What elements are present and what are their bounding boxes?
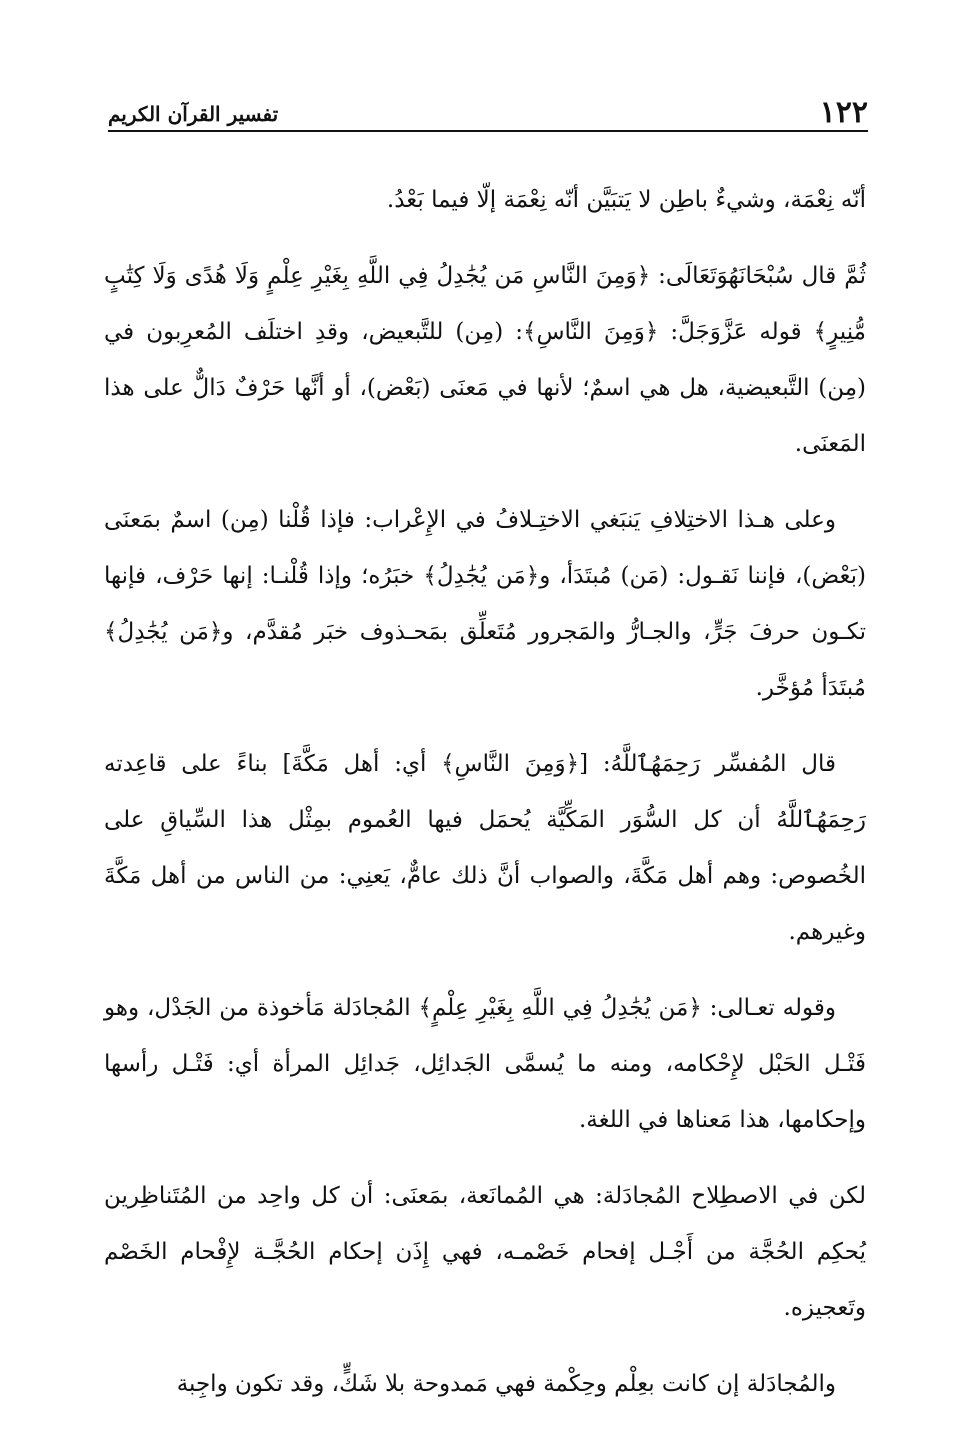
book-title: تفسير القرآن الكريم [108,102,279,126]
page-header [108,96,868,132]
paragraph: ثُمَّ قال سُبْحَانَهُوَتَعَالَى: ﴿وَمِنَ النَّاسِ مَن يُجَٰدِلُ فِي اللَّهِ بِغَيْرِ عِلْمٍ وَلَا هُدًى وَلَا كِتَٰبٍ مُّنِيرٍ﴾ قوله عَزَّوَجَلَّ: ﴿وَمِنَ النَّاسِ﴾: (مِن) للتَّبعيض، وقدِ اختلَف المُعرِبون في (مِن) التَّبعيضية، هل هي اسمٌ؛ لأنها في مَعنَى (بَعْض)، أو أنَّها حَرْفٌ دَالٌّ على هذا المَعنَى. [104,263,866,457]
header-rule [108,130,868,132]
paragraph: أنّه نِعْمَة، وشيءٌ باطِن لا يَتبَيَّن أنّه نِعْمَة إلّا فيما بَعْدُ. [386,187,866,213]
page-number: ١٢٢ [819,95,868,130]
paragraph: لكن في الاصطِلاح المُجادَلة: هي المُمانَعة، بمَعنَى: أن كل واحِد من المُتَناظِرين يُحكِم الحُجَّة من أَجْـل إفحام خَصْمـه، فهي إِذَن إحكام الحُجَّـة لإِفْحام الخَصْم وتَعجيزه. [104,1183,866,1321]
paragraph: قال المُفسِّر رَحِمَهُٱللَّهُ: [﴿وَمِنَ النَّاسِ﴾ أي: أهل مَكَّةَ] بناءً على قاعِدته رَحِمَهُٱللَّهُ أن كل السُّوَر المَكِّيَّة يُحمَل فيها العُموم بمِثْل هذا السِّياقِ على الخُصوص: وهم أهل مَكَّةَ، والصواب أنَّ ذلك عامٌّ، يَعنِي: من الناس من أهل مَكَّةَ وغيرهم. [104,751,866,945]
paragraph: والمُجادَلة إن كانت بعِلْم وحِكْمة فهي مَمدوحة بلا شَكٍّ، وقد تكون واجِبة [176,1371,836,1397]
page-body [104,172,866,1432]
paragraph: وقوله تعـالى: ﴿مَن يُجَٰدِلُ فِي اللَّهِ بِغَيْرِ عِلْمٍ﴾ المُجادَلة مَأخوذة من الجَدْل، وهو فَتْـل الحَبْل لإِحْكامه، ومنه ما يُسمَّى الجَدائِل، جَدائِل المرأة أي: فَتْـل رأسها وإحكامها، هذا مَعناها في اللغة. [104,995,866,1133]
paragraph: وعلى هـذا الاختِلافِ يَنبَغي الاختِـلافُ في الإِعْراب: فإذا قُلْنا (مِن) اسمٌ بمَعنَى (بَعْض)، فإننا نَقـول: (مَن) مُبتَدَأ، و﴿مَن يُجَٰدِلُ﴾ خبَرُه؛ وإذا قُلْنـا: إنها حَرْف، فإنها تكـون حرفَ جَرٍّ، والجـارُّ والمَجرور مُتَعلِّق بمَحـذوف خبَر مُقدَّم، و﴿مَن يُجَٰدِلُ﴾ مُبتَدَأ مُؤخَّر. [104,507,866,701]
